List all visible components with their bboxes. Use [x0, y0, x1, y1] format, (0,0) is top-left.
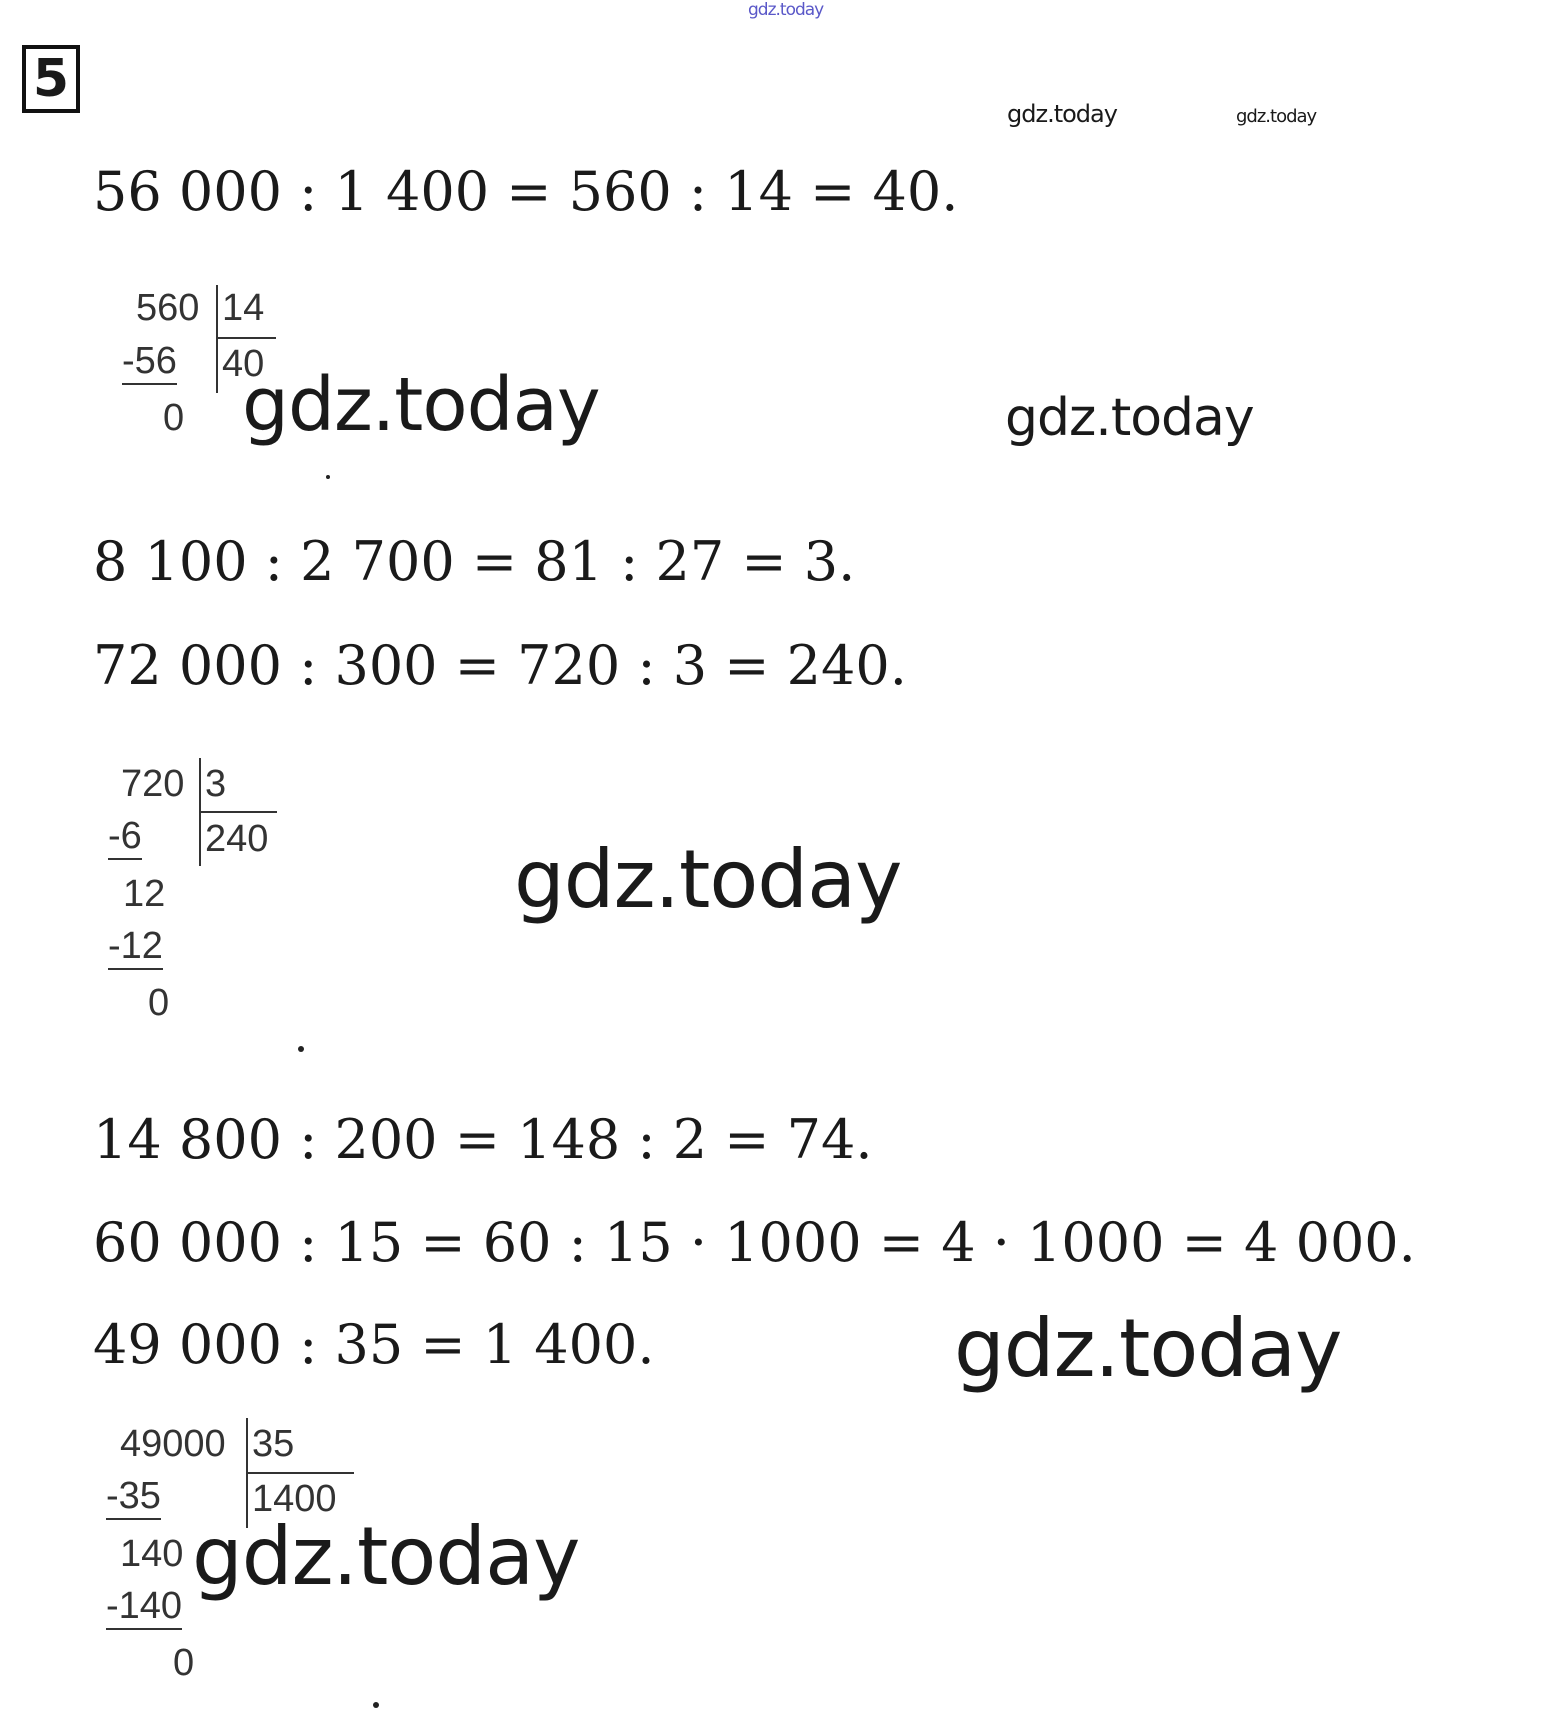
division-1-remainder: 0 — [163, 397, 185, 439]
equation-4: 14 800 : 200 = 148 : 2 = 74. — [93, 1108, 873, 1171]
division-3-step-1: -35 — [106, 1474, 161, 1520]
division-2-remainder: 0 — [148, 982, 170, 1024]
equation-1: 56 000 : 1 400 = 560 : 14 = 40. — [93, 160, 959, 223]
division-2-step-3: -12 — [108, 924, 163, 970]
division-2-horizontal-bar — [199, 811, 277, 813]
equation-3: 72 000 : 300 = 720 : 3 = 240. — [93, 634, 907, 697]
dot-mark-1 — [326, 475, 330, 479]
division-1-divisor: 14 — [222, 287, 265, 329]
division-1-dividend: 560 — [136, 287, 200, 329]
watermark-large-3: gdz.today — [954, 1302, 1342, 1395]
division-1-quotient: 40 — [222, 343, 265, 385]
division-3-step-3: -140 — [106, 1584, 182, 1630]
watermark-small-1: gdz.today — [1007, 100, 1117, 128]
division-1-vertical-bar — [216, 285, 218, 393]
division-3-divisor: 35 — [252, 1423, 295, 1465]
dot-mark-2 — [298, 1046, 304, 1052]
division-2-divisor: 3 — [205, 763, 227, 805]
division-3-quotient: 1400 — [252, 1478, 337, 1520]
division-2-step-2: 12 — [123, 873, 166, 915]
watermark-large-4: gdz.today — [192, 1510, 580, 1603]
division-2-quotient: 240 — [205, 818, 269, 860]
equation-5: 60 000 : 15 = 60 : 15 · 1000 = 4 · 1000 = 4 000. — [93, 1211, 1416, 1274]
division-1-step-1: -56 — [122, 339, 177, 385]
task-number-box: 5 — [22, 45, 80, 113]
division-2-step-1: -6 — [108, 814, 142, 860]
division-3-dividend: 49000 — [120, 1423, 226, 1465]
dot-mark-3 — [373, 1702, 379, 1708]
watermark-top: gdz.today — [748, 0, 824, 20]
watermark-small-2: gdz.today — [1236, 106, 1317, 127]
equation-6: 49 000 : 35 = 1 400. — [93, 1313, 655, 1376]
division-3-remainder: 0 — [173, 1642, 195, 1684]
watermark-large-2: gdz.today — [514, 833, 902, 926]
equation-2: 8 100 : 2 700 = 81 : 27 = 3. — [93, 530, 856, 593]
division-2-dividend: 720 — [121, 763, 185, 805]
watermark-medium-1: gdz.today — [1005, 388, 1254, 448]
division-3-step-2: 140 — [120, 1533, 184, 1575]
watermark-large-1: gdz.today — [242, 362, 600, 448]
